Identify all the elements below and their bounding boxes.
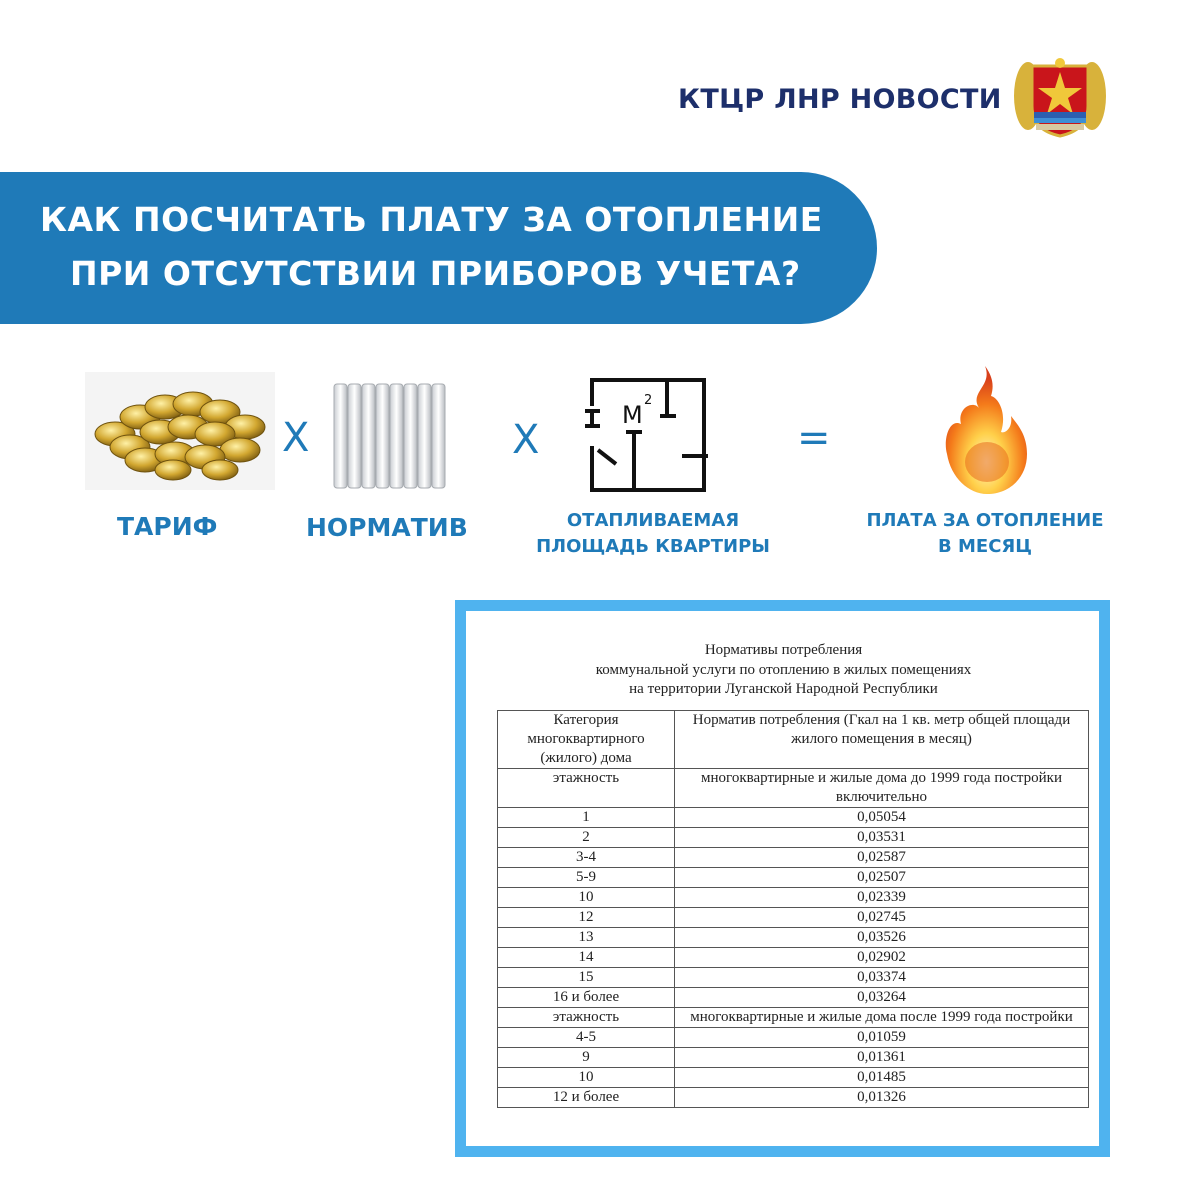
normative-caption: НОРМАТИВ <box>306 513 468 542</box>
normative-value-cell: 0,02745 <box>675 907 1089 927</box>
normative-value-cell: 0,02902 <box>675 947 1089 967</box>
table-row <box>498 967 1089 987</box>
table-row <box>498 947 1089 967</box>
normatives-document-frame <box>455 600 1110 1157</box>
result-caption-line-2: В МЕСЯЦ <box>938 536 1032 557</box>
table-row <box>498 1027 1089 1047</box>
multiply-sign-1: Х <box>282 415 310 461</box>
floors-cell: 10 <box>498 887 675 907</box>
normative-value-cell: 0,02587 <box>675 847 1089 867</box>
floors-cell: этажность <box>498 1007 675 1027</box>
floors-cell: этажность <box>498 768 675 807</box>
document-title-line-2: коммунальной услуги по отоплению в жилых помещениях <box>595 661 972 678</box>
normative-value-cell: многоквартирные и жилые дома после 1999 года постройки <box>675 1007 1089 1027</box>
area-caption-line-1: ОТАПЛИВАЕМАЯ <box>566 510 740 531</box>
table-row <box>498 927 1089 947</box>
table-row <box>498 907 1089 927</box>
normative-value-cell: 0,01485 <box>675 1067 1089 1087</box>
floors-cell: 4-5 <box>498 1027 675 1047</box>
flame-icon <box>935 362 1035 497</box>
floors-cell: 15 <box>498 967 675 987</box>
emblem-icon <box>1010 50 1110 140</box>
normative-value-cell: 0,01059 <box>675 1027 1089 1047</box>
floors-cell: 13 <box>498 927 675 947</box>
normative-value-cell: 0,01326 <box>675 1087 1089 1107</box>
table-row <box>498 847 1089 867</box>
table-row <box>498 1007 1089 1027</box>
floors-cell: 12 <box>498 907 675 927</box>
title-banner <box>0 172 877 324</box>
normative-value-cell: 0,01361 <box>675 1047 1089 1067</box>
table-row <box>498 1087 1089 1107</box>
floors-cell: 14 <box>498 947 675 967</box>
floors-cell: 16 и более <box>498 987 675 1007</box>
normatives-document <box>466 611 1099 1146</box>
area-unit-label: М <box>622 401 643 429</box>
table-row <box>498 768 1089 807</box>
area-caption-line-2: ПЛОЩАДЬ КВАРТИРЫ <box>536 536 770 557</box>
header-category: Категория многоквартирного (жилого) дома <box>498 710 675 768</box>
normatives-table <box>497 710 1089 1108</box>
normative-value-cell: 0,05054 <box>675 807 1089 827</box>
normative-value-cell: 0,03526 <box>675 927 1089 947</box>
table-row <box>498 807 1089 827</box>
result-caption-line-1: ПЛАТА ЗА ОТОПЛЕНИЕ <box>866 510 1104 531</box>
title-line-2: ПРИ ОТСУТСТВИИ ПРИБОРОВ УЧЕТА? <box>70 254 801 293</box>
header-normative: Норматив потребления (Гкал на 1 кв. метр общей площади жилого помещения в месяц) <box>675 710 1089 768</box>
tariff-caption: ТАРИФ <box>117 512 218 541</box>
normative-value-cell: 0,02507 <box>675 867 1089 887</box>
table-row <box>498 887 1089 907</box>
normative-value-cell: 0,02339 <box>675 887 1089 907</box>
normative-value-cell: 0,03374 <box>675 967 1089 987</box>
floors-cell: 1 <box>498 807 675 827</box>
brand-title: КТЦР ЛНР НОВОСТИ <box>678 84 1002 115</box>
document-title-line-1: Нормативы потребления <box>704 642 863 658</box>
multiply-sign-2: Х <box>512 417 540 463</box>
normative-value-cell: 0,03531 <box>675 827 1089 847</box>
floors-cell: 9 <box>498 1047 675 1067</box>
radiator-icon <box>330 378 450 493</box>
table-row <box>498 827 1089 847</box>
table-row <box>498 1047 1089 1067</box>
table-row <box>498 1067 1089 1087</box>
area-caption <box>534 508 772 560</box>
title-line-1: КАК ПОСЧИТАТЬ ПЛАТУ ЗА ОТОПЛЕНИЕ <box>40 200 823 239</box>
document-title <box>468 641 1099 700</box>
floors-cell: 10 <box>498 1067 675 1087</box>
table-row <box>498 867 1089 887</box>
normative-value-cell: многоквартирные и жилые дома до 1999 года постройки включительно <box>675 768 1089 807</box>
floor-plan-icon <box>582 376 712 494</box>
floors-cell: 5-9 <box>498 867 675 887</box>
table-header-row <box>498 710 1089 768</box>
normative-value-cell: 0,03264 <box>675 987 1089 1007</box>
equals-sign: = <box>797 415 831 461</box>
floors-cell: 2 <box>498 827 675 847</box>
result-caption <box>864 508 1106 560</box>
coins-icon <box>85 372 275 490</box>
table-row <box>498 987 1089 1007</box>
floors-cell: 3-4 <box>498 847 675 867</box>
floors-cell: 12 и более <box>498 1087 675 1107</box>
document-title-line-3: на территории Луганской Народной Республики <box>629 681 938 697</box>
area-power-label: 2 <box>644 393 653 408</box>
